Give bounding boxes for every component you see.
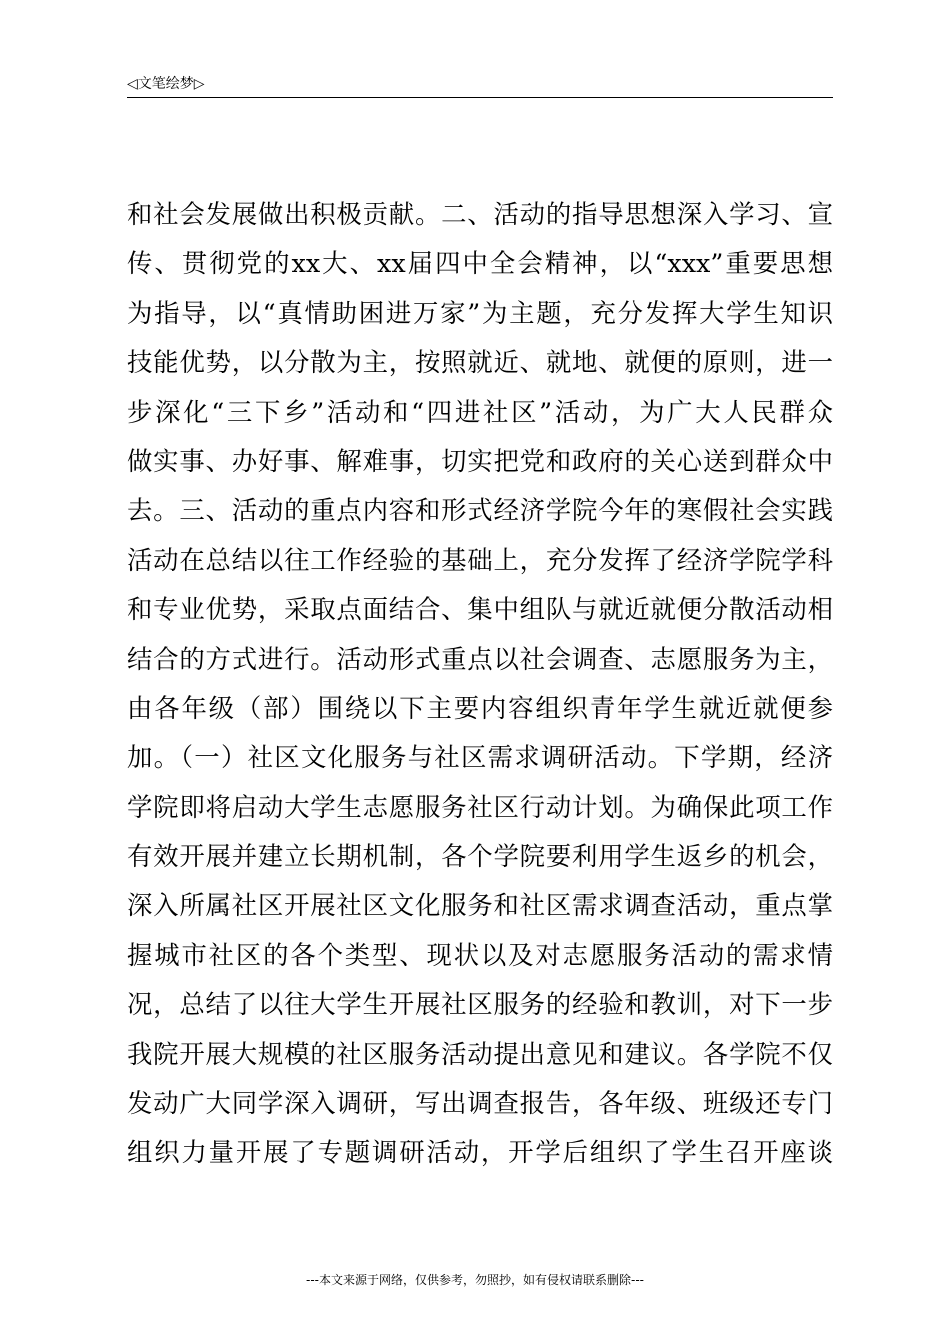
body-line: 技能优势，以分散为主，按照就近、就地、就便的原则，进一 (127, 347, 833, 378)
body-line: 握城市社区的各个类型、现状以及对志愿服务活动的需求情 (127, 939, 833, 970)
body-line: 传、贯彻党的xx大、xx届四中全会精神，以“xxx”重要思想 (127, 248, 833, 279)
body-line: 有效开展并建立长期机制，各个学院要利用学生返乡的机会， (127, 841, 833, 872)
body-line: 深入所属社区开展社区文化服务和社区需求调查活动，重点掌 (127, 890, 833, 921)
body-line: 况，总结了以往大学生开展社区服务的经验和教训，对下一步 (127, 989, 833, 1020)
body-line: 为指导，以“真情助困进万家”为主题，充分发挥大学生知识 (127, 297, 833, 328)
body-line: 加。（一）社区文化服务与社区需求调研活动。下学期，经济 (127, 742, 833, 773)
body-line: 和专业优势，采取点面结合、集中组队与就近就便分散活动相 (127, 594, 833, 625)
body-line: 结合的方式进行。活动形式重点以社会调查、志愿服务为主， (127, 643, 833, 674)
body-line: 去。三、活动的重点内容和形式经济学院今年的寒假社会实践 (127, 495, 833, 526)
body-line: 发动广大同学深入调研，写出调查报告，各年级、班级还专门 (127, 1088, 833, 1119)
footer-notice: ---本文来源于网络，仅供参考，勿照抄，如有侵权请联系删除--- (306, 1273, 644, 1287)
page-header (127, 74, 833, 98)
header-divider (127, 97, 833, 98)
body-line: 由各年级（部）围绕以下主要内容组织青年学生就近就便参 (127, 692, 833, 723)
body-line: 我院开展大规模的社区服务活动提出意见和建议。各学院不仅 (127, 1038, 833, 1069)
body-line: 做实事、办好事、解难事，切实把党和政府的关心送到群众中 (127, 445, 833, 476)
body-line: 和社会发展做出积极贡献。二、活动的指导思想深入学习、宣 (127, 199, 833, 229)
body-line: 组织力量开展了专题调研活动，开学后组织了学生召开座谈 (127, 1137, 833, 1168)
header-title: ◁文笔绘梦▷ (127, 76, 205, 92)
body-line: 学院即将启动大学生志愿服务社区行动计划。为确保此项工作 (127, 791, 833, 822)
body-line: 步深化“三下乡”活动和“四进社区”活动，为广大人民群众 (127, 396, 833, 427)
body-line: 活动在总结以往工作经验的基础上，充分发挥了经济学院学科 (127, 544, 833, 575)
document-body (127, 190, 833, 1178)
